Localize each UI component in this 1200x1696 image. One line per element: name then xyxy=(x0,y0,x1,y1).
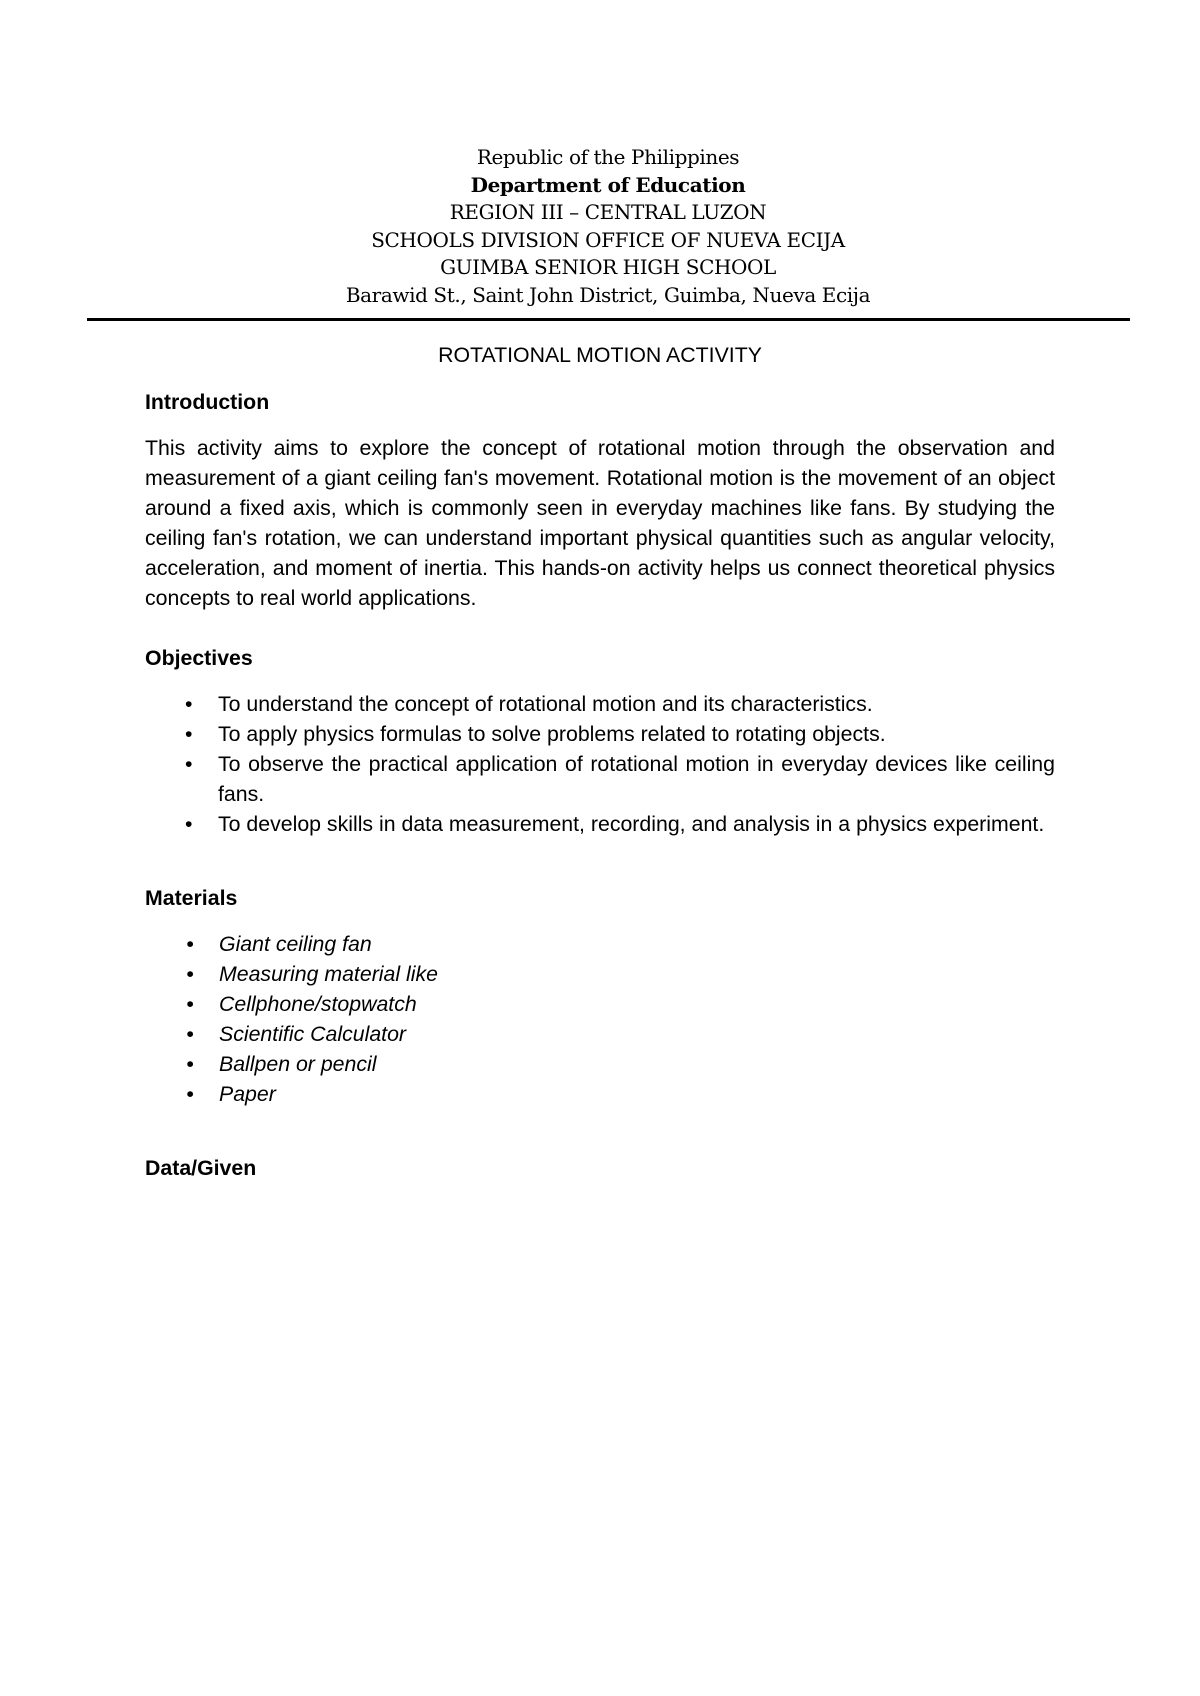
material-text: Paper xyxy=(219,1082,276,1106)
list-item xyxy=(145,959,1055,989)
letterhead-division: SCHOOLS DIVISION OFFICE OF NUEVA ECIJA xyxy=(371,227,845,252)
document-body xyxy=(145,340,1055,1183)
list-item xyxy=(145,1049,1055,1079)
material-text: Ballpen or pencil xyxy=(219,1052,377,1076)
letterhead-department: Department of Education xyxy=(470,172,746,197)
objectives-list xyxy=(145,689,1055,839)
objective-text: To understand the concept of rotational motion and its characteristics. xyxy=(218,692,873,716)
letterhead-address: Barawid St., Saint John District, Guimba, Nueva Ecija xyxy=(345,282,871,307)
bullet-icon: • xyxy=(185,752,193,776)
bullet-icon: • xyxy=(185,692,193,716)
material-text: Scientific Calculator xyxy=(219,1022,407,1046)
introduction-heading: Introduction xyxy=(145,390,270,414)
materials-list xyxy=(145,929,1055,1109)
bullet-icon: • xyxy=(186,1082,194,1106)
letterhead-region: REGION III – CENTRAL LUZON xyxy=(449,200,767,224)
introduction-paragraph: This activity aims to explore the concept of rotational motion through the observation and measurement of a giant ceiling fan's movement. Rotational motion is the movement of an object around a fixed axis, which is commonly seen in everyday machines like fans. By studying the ceiling fan's rotation, we can understand important physical quantities such as angular velocity, acceleration, and moment of inertia. This hands-on activity helps us connect theoretical physics concepts to real world applications. xyxy=(145,436,1055,610)
list-item xyxy=(145,929,1055,959)
materials-heading: Materials xyxy=(145,886,238,910)
material-text: Giant ceiling fan xyxy=(219,932,372,956)
list-item xyxy=(145,749,1055,809)
objective-text: To observe the practical application of rotational motion in everyday devices like ceiling fans. xyxy=(218,752,1055,806)
objective-text: To develop skills in data measurement, recording, and analysis in a physics experiment. xyxy=(218,812,1045,836)
list-item xyxy=(145,809,1055,839)
bullet-icon: • xyxy=(185,722,193,746)
letterhead-country: Republic of the Philippines xyxy=(476,145,740,169)
list-item xyxy=(145,1019,1055,1049)
data-given-heading: Data/Given xyxy=(145,1156,257,1180)
list-item xyxy=(145,989,1055,1019)
objective-text: To apply physics formulas to solve problems related to rotating objects. xyxy=(218,722,886,746)
letterhead xyxy=(88,144,1128,309)
bullet-icon: • xyxy=(186,1022,194,1046)
bullet-icon: • xyxy=(185,812,193,836)
list-item xyxy=(145,689,1055,719)
letterhead-divider xyxy=(87,318,1130,321)
bullet-icon: • xyxy=(186,992,194,1016)
material-text: Measuring material like xyxy=(219,962,438,986)
letterhead-school: GUIMBA SENIOR HIGH SCHOOL xyxy=(440,255,776,279)
material-text: Cellphone/stopwatch xyxy=(219,992,417,1016)
page-title: ROTATIONAL MOTION ACTIVITY xyxy=(438,343,762,367)
list-item xyxy=(145,1079,1055,1109)
objectives-heading: Objectives xyxy=(145,646,253,670)
bullet-icon: • xyxy=(186,962,194,986)
bullet-icon: • xyxy=(186,932,194,956)
list-item xyxy=(145,719,1055,749)
bullet-icon: • xyxy=(186,1052,194,1076)
